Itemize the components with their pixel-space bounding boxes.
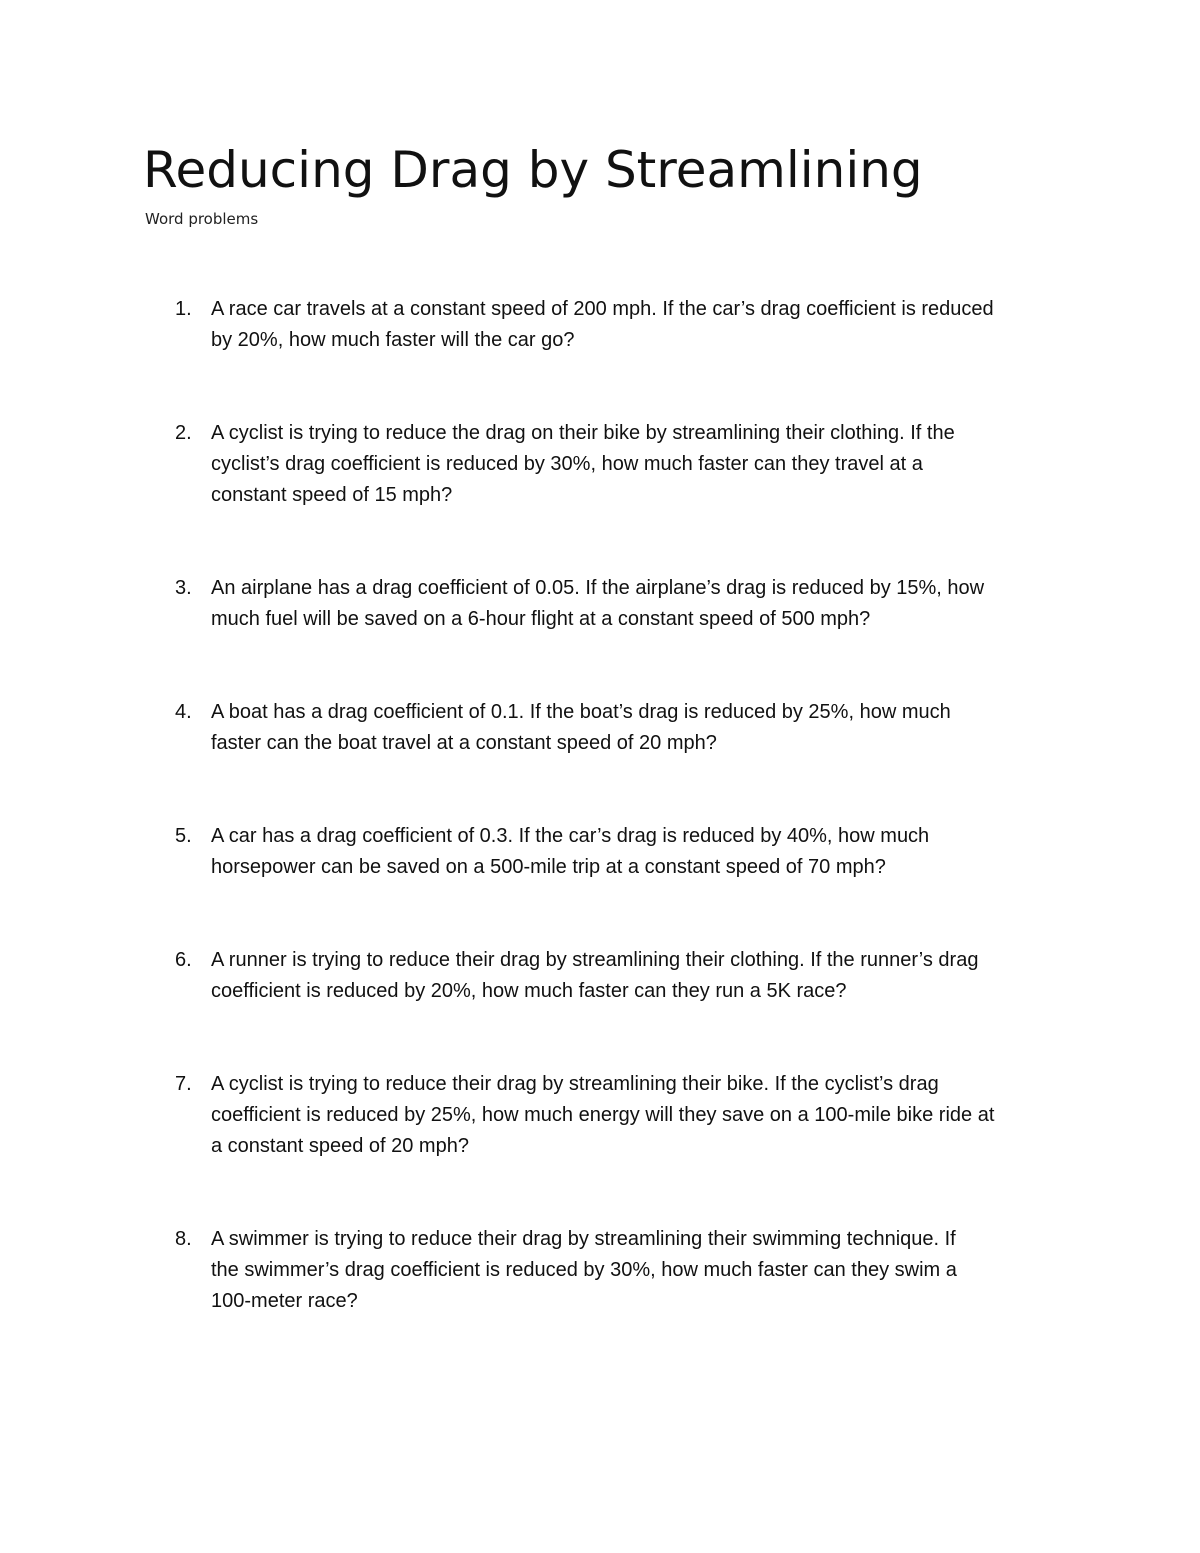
problem-number: 3.: [175, 577, 192, 599]
problem-text: [211, 697, 1071, 759]
problem-text: [211, 294, 1071, 356]
problem-item: [175, 294, 1075, 356]
problem-number: 5.: [175, 825, 192, 847]
problem-line: much fuel will be saved on a 6-hour flight at a constant speed of 500 mph?: [211, 608, 871, 630]
problem-text: [211, 418, 1071, 511]
problem-text: [211, 1069, 1071, 1162]
problem-text: [211, 1224, 1071, 1317]
problem-line: A boat has a drag coefficient of 0.1. If the boat’s drag is reduced by 25%, how much: [211, 701, 951, 723]
problem-line: by 20%, how much faster will the car go?: [211, 329, 575, 351]
problem-line: A car has a drag coefficient of 0.3. If the car’s drag is reduced by 40%, how much: [211, 825, 930, 847]
problem-item: [175, 1224, 1075, 1317]
problem-number: 8.: [175, 1228, 192, 1250]
problem-line: constant speed of 15 mph?: [211, 484, 453, 506]
problem-number: 1.: [175, 298, 192, 320]
problem-line: horsepower can be saved on a 500-mile trip at a constant speed of 70 mph?: [211, 856, 886, 878]
problem-text: [211, 945, 1071, 1007]
problem-item: [175, 821, 1075, 883]
problem-line: 100-meter race?: [211, 1290, 358, 1312]
problem-item: [175, 945, 1075, 1007]
problem-line: coefficient is reduced by 25%, how much energy will they save on a 100-mile bike ride at: [211, 1104, 995, 1126]
problem-line: a constant speed of 20 mph?: [211, 1135, 469, 1157]
problem-number: 6.: [175, 949, 192, 971]
problem-line: coefficient is reduced by 20%, how much faster can they run a 5K race?: [211, 980, 847, 1002]
problem-line: A race car travels at a constant speed of 200 mph. If the car’s drag coefficient is reduced: [211, 298, 994, 320]
problem-item: [175, 573, 1075, 635]
page-title: Reducing Drag by Streamlining: [143, 141, 923, 199]
problem-item: [175, 697, 1075, 759]
problem-line: A runner is trying to reduce their drag by streamlining their clothing. If the runner’s drag: [211, 949, 979, 971]
problem-text: [211, 573, 1071, 635]
problem-line: cyclist’s drag coefficient is reduced by 30%, how much faster can they travel at a: [211, 453, 923, 475]
problem-number: 4.: [175, 701, 192, 723]
problem-text: [211, 821, 1071, 883]
page-subtitle: Word problems: [145, 210, 259, 228]
problem-line: A swimmer is trying to reduce their drag by streamlining their swimming technique. If: [211, 1228, 956, 1250]
problem-item: [175, 418, 1075, 511]
problem-item: [175, 1069, 1075, 1162]
problem-line: faster can the boat travel at a constant speed of 20 mph?: [211, 732, 717, 754]
problem-line: An airplane has a drag coefficient of 0.05. If the airplane’s drag is reduced by 15%, how: [211, 577, 985, 599]
problem-line: A cyclist is trying to reduce their drag by streamlining their bike. If the cyclist’s drag: [211, 1073, 939, 1095]
problem-line: the swimmer’s drag coefficient is reduced by 30%, how much faster can they swim a: [211, 1259, 957, 1281]
problem-line: A cyclist is trying to reduce the drag on their bike by streamlining their clothing. If the: [211, 422, 955, 444]
problem-number: 2.: [175, 422, 192, 444]
problem-number: 7.: [175, 1073, 192, 1095]
